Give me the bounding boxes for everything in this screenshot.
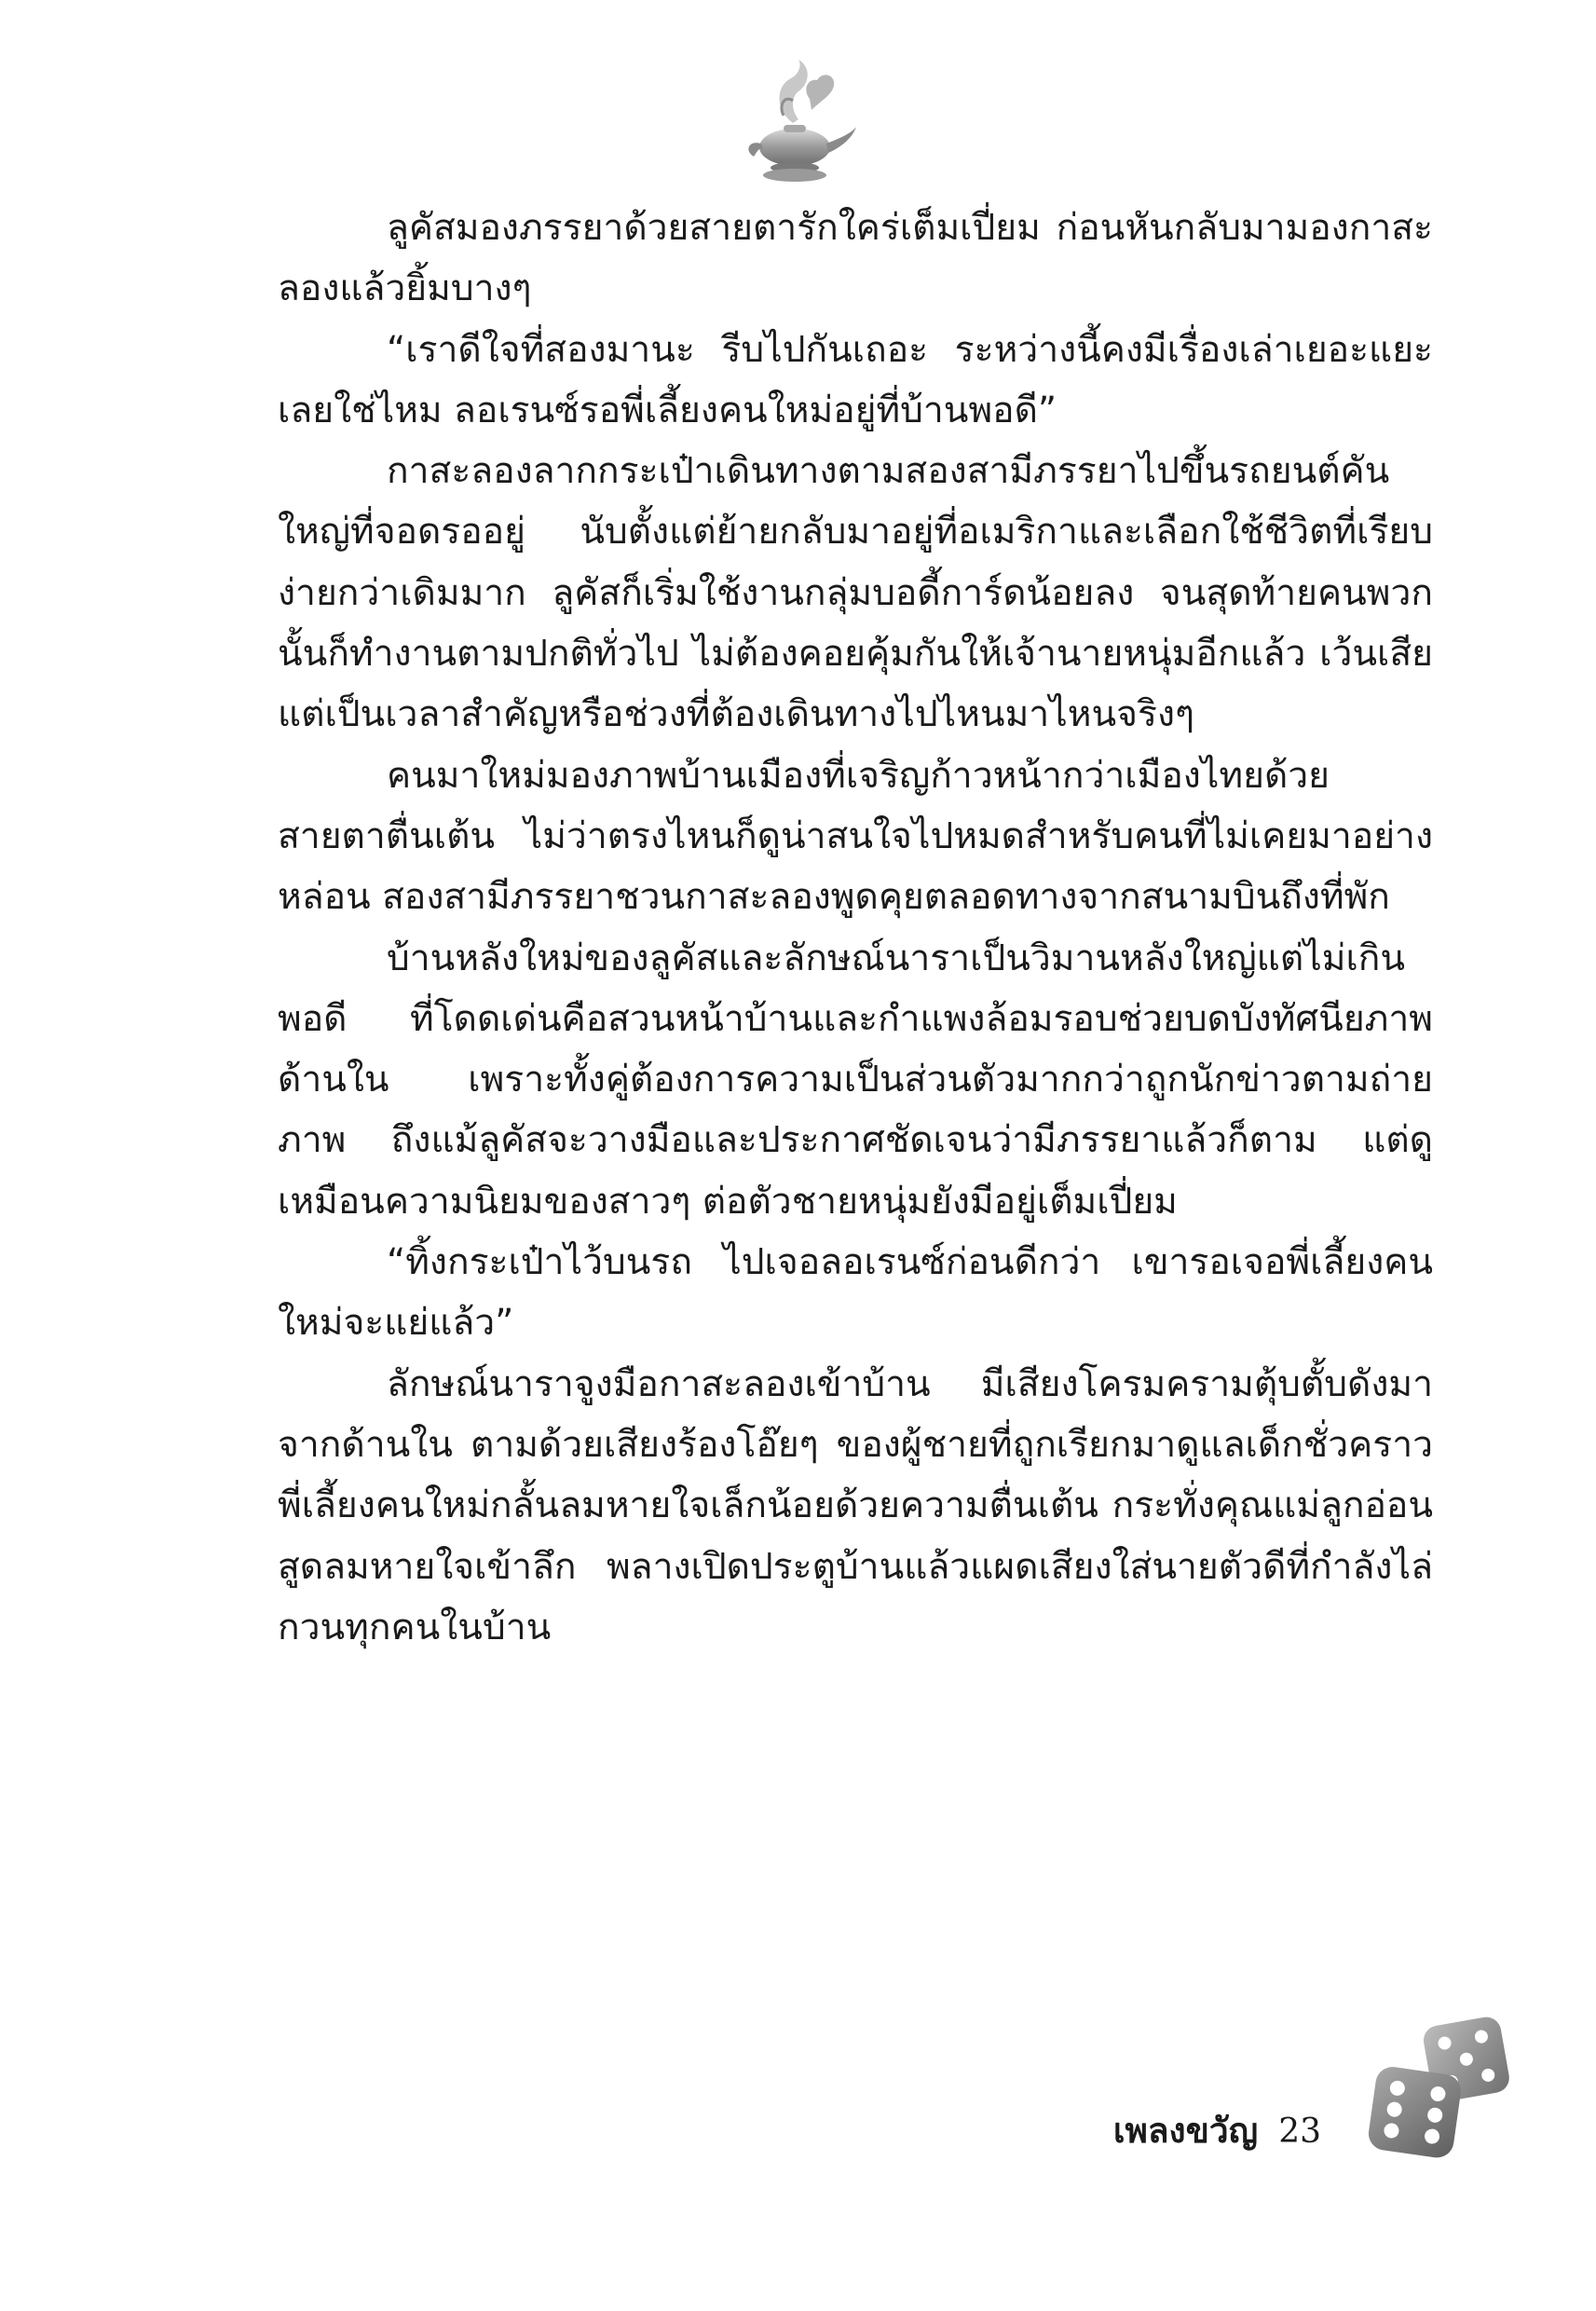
paragraph: บ้านหลังใหม่ของลูคัสและลักษณ์นาราเป็นวิมานหลังใหญ่แต่ไม่เกินพอดี ที่โดดเด่นคือสวนหน้าบ้านและกำแพงล้อมรอบช่วยบดบังทัศนียภาพด้านใน เพราะทั้งคู่ต้องการความเป็นส่วนตัวมากกว่าถูกนักข่าวตามถ่ายภาพ ถึงแม้ลูคัสจะวางมือและประกาศชัดเจนว่ามีภรรยาแล้วก็ตาม แต่ดูเหมือนความนิยมของสาวๆ ต่อตัวชายหนุ่มยังมีอยู่เต็มเปี่ยม	[278, 937, 1433, 1223]
paragraph: ลูคัสมองภรรยาด้วยสายตารักใคร่เต็มเปี่ยม ก่อนหันกลับมามองกาสะลองแล้วยิ้มบางๆ	[278, 207, 1433, 310]
lamp-icon	[737, 58, 858, 188]
paragraph: “ทิ้งกระเป๋าไว้บนรถ ไปเจอลอเรนซ์ก่อนดีกว่า เขารอเจอพี่เลี้ยงคนใหม่จะแย่แล้ว”	[278, 1241, 1433, 1345]
book-title: เพลงขวัญ	[1112, 2111, 1259, 2151]
dice-icon	[1360, 2013, 1514, 2162]
paragraph: ลักษณ์นาราจูงมือกาสะลองเข้าบ้าน มีเสียงโครมครามตุ้บตั้บดังมาจากด้านใน ตามด้วยเสียงร้องโอ๊ยๆ ของผู้ชายที่ถูกเรียกมาดูแลเด็กชั่วคราว พี่เลี้ยงคนใหม่กลั้นลมหายใจเล็กน้อยด้วยความตื่นเต้น กระทั่งคุณแม่ลูกอ่อนสูดลมหายใจเข้าลึก พลางเปิดประตูบ้านแล้วแผดเสียงใส่นายตัวดีที่กำลังไล่กวนทุกคนในบ้าน	[278, 1362, 1433, 1648]
paragraph: กาสะลองลากกระเป๋าเดินทางตามสองสามีภรรยาไปขึ้นรถยนต์คันใหญ่ที่จอดรออยู่ นับตั้งแต่ย้ายกลับมาอยู่ที่อเมริกาและเลือกใช้ชีวิตที่เรียบง่ายกว่าเดิมมาก ลูคัสก็เริ่มใช้งานกลุ่มบอดี้การ์ดน้อยลง จนสุดท้ายคนพวกนั้นก็ทำงานตามปกติทั่วไป ไม่ต้องคอยคุ้มกันให้เจ้านายหนุ่มอีกแล้ว เว้นเสียแต่เป็นเวลาสำคัญหรือช่วงที่ต้องเดินทางไปไหนมาไหนจริงๆ	[278, 450, 1433, 736]
body-text	[278, 198, 1433, 1658]
paragraph: “เราดีใจที่สองมานะ รีบไปกันเถอะ ระหว่างนี้คงมีเรื่องเล่าเยอะแยะเลยใช่ไหม ลอเรนซ์รอพี่เลี้ยงคนใหม่อยู่ที่บ้านพอดี”	[278, 328, 1433, 431]
paragraph: คนมาใหม่มองภาพบ้านเมืองที่เจริญก้าวหน้ากว่าเมืองไทยด้วยสายตาตื่นเต้น ไม่ว่าตรงไหนก็ดูน่าสนใจไปหมดสำหรับคนที่ไม่เคยมาอย่างหล่อน สองสามีภรรยาชวนกาสะลองพูดคุยตลอดทางจากสนามบินถึงที่พัก	[278, 754, 1433, 919]
page-footer	[1113, 2103, 1321, 2158]
page-number: 23	[1278, 2113, 1321, 2151]
